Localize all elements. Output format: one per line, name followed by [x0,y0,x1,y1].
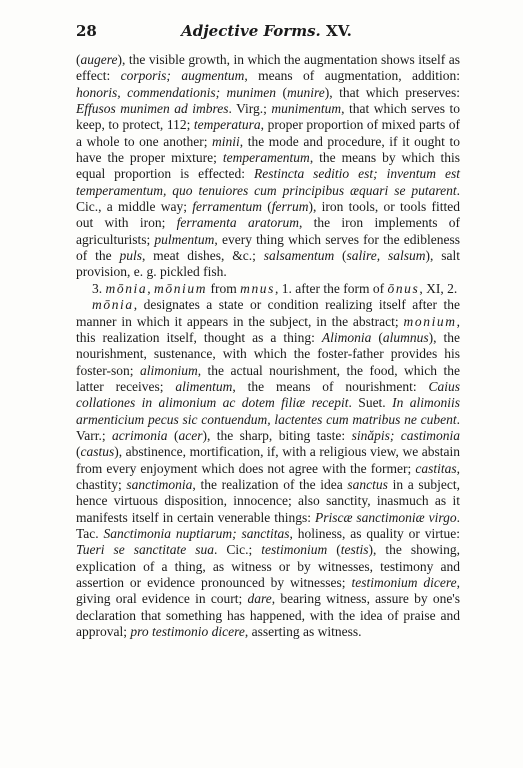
latin-term: munire [287,84,325,100]
text-run: , this realization itself, thought as a thing: [76,313,460,345]
latin-term: Alimonia [321,329,372,345]
latin-term: alimentum [175,378,233,394]
latin-term: ferramenta aratorum [176,215,299,231]
spaced-term: mōnium [154,280,208,296]
latin-term: salire, salsum [346,248,426,264]
paragraph-continuation [76,52,460,281]
text-run: , the actual nourishment, the food, which the latter receives; [76,362,461,394]
latin-term: testimonium dicere [351,575,457,590]
text-run: ), abstinence, mortification, if, with a religious view, we abstain from every enjoyment which does not agree with the former; [76,444,460,476]
latin-term: Tueri se sanctitate sua [76,542,214,558]
text-run: ( [167,427,179,443]
paragraph-monia [76,297,460,640]
text-run: ), salt provision, e. g. pickled fish. [76,248,460,280]
latin-term: corporis; augmentum [120,68,245,84]
text-run: 3. [92,280,106,296]
page-body [76,52,460,640]
text-run: ), the nourishment, sustenance, with which the foster-father provides his foster-son; [76,329,460,378]
text-run: , XI, 2. [419,280,458,296]
latin-term: sinăpis; castimonia [351,427,460,443]
latin-term: testis [340,542,369,558]
text-run: , means of augmentation, addition: [244,68,460,84]
text-run: , the means of nourishment: [232,378,429,394]
text-run: ( [327,542,341,558]
text-run: ( [76,444,81,460]
latin-term: pro testimonio dicere [130,624,245,640]
text-run: , every thing which serves for the edibleness of the [76,231,460,264]
latin-term: honoris, commendationis; munimen [76,84,277,100]
running-title [76,22,457,40]
text-run: ), the showing, explication of a thing, as witness or by witnesses, testimony and assertion or evidence pronounced by witnesses; [76,542,461,590]
text-run: , chastity; [76,460,460,492]
text-run: , asserting as witness. [244,624,362,640]
latin-term: temperatura [193,117,261,133]
latin-term: castus [80,444,115,460]
spaced-term: mōnia [92,297,134,313]
spaced-term: monium [403,313,457,329]
text-run: . Virg.; [228,101,272,117]
text-run: . Varr.; [76,411,460,443]
latin-term: dare [247,591,272,607]
text-run: , holiness, as quality or virtue: [289,525,461,541]
latin-term: sanctus [347,476,388,492]
latin-term: augere [80,52,118,67]
text-run: . Cic.; [214,542,262,558]
latin-term: ferrum [271,199,309,215]
latin-term: pulmentum [154,231,215,247]
chapter-number: XV. [325,22,352,40]
text-run: , meat dishes, &c.; [141,248,264,264]
latin-term: alimonium [139,362,198,378]
latin-term: puls [119,248,142,264]
text-run: , the mode and procedure, if it ought to have the proper mixture; [76,133,460,166]
text-run: , that which serves to keep, to protect, 112; [76,101,460,133]
latin-term: testimonium [261,542,328,558]
running-title-text: Adjective Forms. [181,22,321,40]
text-run: , the means by which this equal proportion is effected: [76,150,461,182]
text-run: ( [261,199,272,215]
text-run: from [207,280,241,296]
text-run: . Tac. [76,509,460,541]
latin-term: acer [178,427,203,443]
latin-term: In alimoniis armenticium pecus sic contuendum, lactentes cum matribus ne cubent [76,395,460,427]
latin-term: Caius collationes in alimonium ac dotem filiæ recepit [76,378,460,411]
text-run: ( [334,248,347,264]
text-run: , bearing witness, assure by one's declaration that something has happened, with the idea of praise and approval; [76,591,460,640]
text-run: ), iron tools, or tools fitted out with iron; [76,199,460,231]
spaced-term: ōnus [387,280,420,296]
text-run: in a subject, hence virtuous disposition, innocence; also sanctity, inasmuch as it manifests itself in certain venerable things: [76,476,461,525]
latin-term: Restincta seditio est; inventum est temperamentum, quo tenuiores cum principibus æquari se putarent [76,166,460,198]
latin-term: ferramentum [192,199,262,215]
page-number: 28 [76,22,97,40]
latin-term: Sanctimonia nuptiarum; sanctitas [103,525,290,541]
latin-term: sanctimonia [126,476,193,492]
text-run: ), the visible growth, in which the augmentation shows itself as effect: [76,52,460,84]
latin-term: temperamentum [222,150,310,166]
text-run: ), that which preserves: [324,84,460,100]
text-run: . Cic., a middle way; [76,182,460,215]
text-run: , giving oral evidence in court; [76,575,460,607]
section-heading-3 [76,281,460,297]
text-run: ), the sharp, biting taste: [202,427,352,443]
latin-term: minii [212,133,240,149]
text-run: . Suet. [348,395,393,411]
text-run: ( [76,52,81,67]
text-run: , the iron implements of agriculturists; [76,215,461,247]
page-header [76,22,457,42]
text-run: , [147,280,154,296]
latin-term: alumnus [382,329,429,345]
text-run: ( [371,329,383,345]
text-run: , proper proportion of mixed parts of a whole to one another; [76,117,461,149]
text-run: ( [276,84,288,100]
spaced-term: mōnia [105,280,148,296]
latin-term: castitas [415,460,457,476]
latin-term: acrimonia [112,427,168,443]
latin-term: Effusos munimen ad imbres [76,101,229,117]
text-run: , designates a state or condition realizing itself after the manner in which it appears in the subject, in the abstract; [76,297,460,329]
spaced-term: mnus [240,280,276,296]
latin-term: salsamentum [263,248,335,264]
latin-term: Priscæ sanctimoniæ virgo [314,509,457,525]
text-run: , the realization of the idea [192,476,348,492]
latin-term: munimentum [271,101,342,117]
text-run: , 1. after the form of [275,280,388,296]
